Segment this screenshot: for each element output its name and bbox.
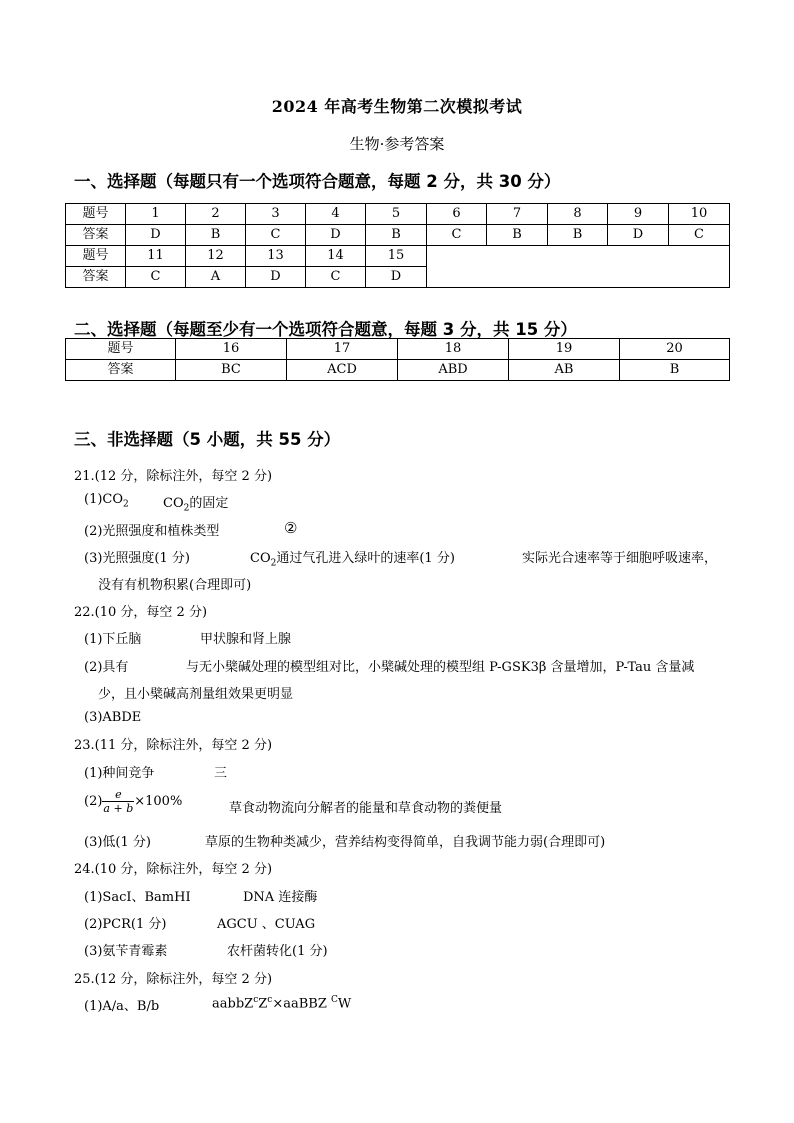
table-cell: 7 bbox=[487, 204, 548, 225]
table-row bbox=[66, 225, 730, 246]
q21-header: 21.(12 分，除标注外，每空 2 分) bbox=[74, 469, 273, 484]
q22-header: 22.(10 分，每空 2 分) bbox=[74, 605, 208, 620]
table-cell: 17 bbox=[287, 339, 398, 360]
table-cell: 19 bbox=[509, 339, 620, 360]
q24-answer-1b: DNA 连接酶 bbox=[243, 890, 318, 905]
q21-answer-2b: ② bbox=[284, 519, 298, 537]
fraction: $\frac{e}{a + b}$ bbox=[103, 788, 134, 815]
section2-table bbox=[65, 338, 730, 381]
table-row bbox=[66, 204, 730, 225]
q21-answer-1b: $CO_2$的固定 bbox=[163, 496, 229, 514]
q23-answer-1a: (1)种间竞争 bbox=[84, 766, 155, 781]
section1-table bbox=[65, 203, 730, 288]
q23-header: 23.(11 分，除标注外，每空 2 分) bbox=[74, 738, 273, 753]
table-cell: A bbox=[186, 267, 246, 288]
q23-answer-3a: (3)低(1 分) bbox=[84, 835, 151, 850]
table-cell: 6 bbox=[427, 204, 487, 225]
table-cell: AB bbox=[509, 360, 620, 381]
q22-answer-1a: (1)下丘脑 bbox=[84, 632, 142, 647]
q22-answer-2b: 与无小檗碱处理的模型组对比，小檗碱处理的模型组 P-GSK3β 含量增加，P-Tau 含量减 bbox=[186, 660, 695, 675]
blank-cell bbox=[427, 246, 730, 288]
table-cell: 15 bbox=[366, 246, 427, 267]
table-cell: C bbox=[669, 225, 730, 246]
row-label: 题号 bbox=[66, 246, 126, 267]
table-cell: 20 bbox=[620, 339, 730, 360]
table-cell: C bbox=[427, 225, 487, 246]
table-row bbox=[66, 360, 730, 381]
q22-answer-2a: (2)具有 bbox=[84, 660, 129, 675]
table-cell: 12 bbox=[186, 246, 246, 267]
table-cell: ACD bbox=[287, 360, 398, 381]
q24-answer-2b: AGCU 、CUAG bbox=[217, 917, 316, 932]
row-label: 答案 bbox=[66, 225, 126, 246]
row-label: 题号 bbox=[66, 339, 176, 360]
q25-answer-1b: $aabbZ^cZ^c\times aaBBZ$ $^C$W bbox=[212, 995, 352, 1012]
table-cell: C bbox=[126, 267, 186, 288]
table-cell: 8 bbox=[548, 204, 608, 225]
table-cell: C bbox=[306, 267, 366, 288]
q23-answer-2a: (2) $\frac{e}{a + b}$ ×100% bbox=[84, 788, 183, 815]
table-cell: C bbox=[246, 225, 306, 246]
table-cell: 16 bbox=[176, 339, 287, 360]
table-cell: BC bbox=[176, 360, 287, 381]
q21-answer-2a: (2)光照强度和植株类型 bbox=[84, 524, 220, 539]
table-cell: B bbox=[366, 225, 427, 246]
table-cell: 1 bbox=[126, 204, 186, 225]
q24-answer-3b: 农杆菌转化(1 分) bbox=[227, 944, 328, 959]
q24-answer-2a: (2)PCR(1 分) bbox=[84, 917, 167, 932]
q24-answer-3a: (3)氨苄青霉素 bbox=[84, 944, 168, 959]
q21-answer-3c: 实际光合速率等于细胞呼吸速率， bbox=[522, 551, 718, 566]
table-cell: D bbox=[306, 225, 366, 246]
table-cell: 4 bbox=[306, 204, 366, 225]
table-row bbox=[66, 339, 730, 360]
table-cell: D bbox=[126, 225, 186, 246]
table-cell: D bbox=[246, 267, 306, 288]
table-cell: ABD bbox=[398, 360, 509, 381]
q23-answer-2b: 草食动物流向分解者的能量和草食动物的粪便量 bbox=[229, 801, 503, 816]
section1-heading: 一、选择题（每题只有一个选项符合题意，每题 2 分，共 30 分） bbox=[74, 172, 561, 191]
section2-heading: 二、选择题（每题至少有一个选项符合题意，每题 3 分，共 15 分） bbox=[74, 320, 577, 339]
section3-heading: 三、非选择题（5 小题，共 55 分） bbox=[74, 430, 341, 449]
table-cell: B bbox=[487, 225, 548, 246]
row-label: 答案 bbox=[66, 360, 176, 381]
q22-answer-1b: 甲状腺和肾上腺 bbox=[200, 632, 292, 647]
page-subtitle: 生物·参考答案 bbox=[349, 135, 445, 153]
table-cell: 11 bbox=[126, 246, 186, 267]
q23-answer-1b: 三 bbox=[214, 766, 228, 781]
table-cell: B bbox=[186, 225, 246, 246]
table-cell: 18 bbox=[398, 339, 509, 360]
table-cell: 2 bbox=[186, 204, 246, 225]
table-cell: 13 bbox=[246, 246, 306, 267]
q24-header: 24.(10 分，除标注外，每空 2 分) bbox=[74, 862, 273, 877]
table-cell: B bbox=[620, 360, 730, 381]
q22-answer-2c: 少，且小檗碱高剂量组效果更明显 bbox=[98, 687, 294, 702]
q21-answer-3a: (3)光照强度(1 分) bbox=[84, 551, 190, 566]
row-label: 题号 bbox=[66, 204, 126, 225]
table-cell: D bbox=[366, 267, 427, 288]
page-title: 2024 年高考生物第二次模拟考试 bbox=[271, 97, 523, 116]
q23-answer-3b: 草原的生物种类减少，营养结构变得简单，自我调节能力弱(合理即可) bbox=[205, 835, 606, 850]
table-cell: 14 bbox=[306, 246, 366, 267]
table-cell: 3 bbox=[246, 204, 306, 225]
q21-answer-1a: $(1)CO_2$ bbox=[84, 492, 129, 510]
table-cell: 5 bbox=[366, 204, 427, 225]
row-label: 答案 bbox=[66, 267, 126, 288]
q25-answer-1a: (1)A/a、B/b bbox=[84, 999, 160, 1014]
q21-answer-3b: $CO_2$通过气孔进入绿叶的速率(1 分) bbox=[250, 551, 455, 569]
table-cell: 10 bbox=[669, 204, 730, 225]
q25-header: 25.(12 分，除标注外，每空 2 分) bbox=[74, 972, 273, 987]
q24-answer-1a: (1)SacI、BamHI bbox=[84, 890, 191, 905]
q22-answer-3: (3)ABDE bbox=[84, 710, 142, 725]
q21-answer-3d: 没有有机物积累(合理即可) bbox=[98, 578, 252, 593]
table-cell: B bbox=[548, 225, 608, 246]
table-cell: 9 bbox=[608, 204, 669, 225]
table-row bbox=[66, 246, 730, 267]
table-cell: D bbox=[608, 225, 669, 246]
